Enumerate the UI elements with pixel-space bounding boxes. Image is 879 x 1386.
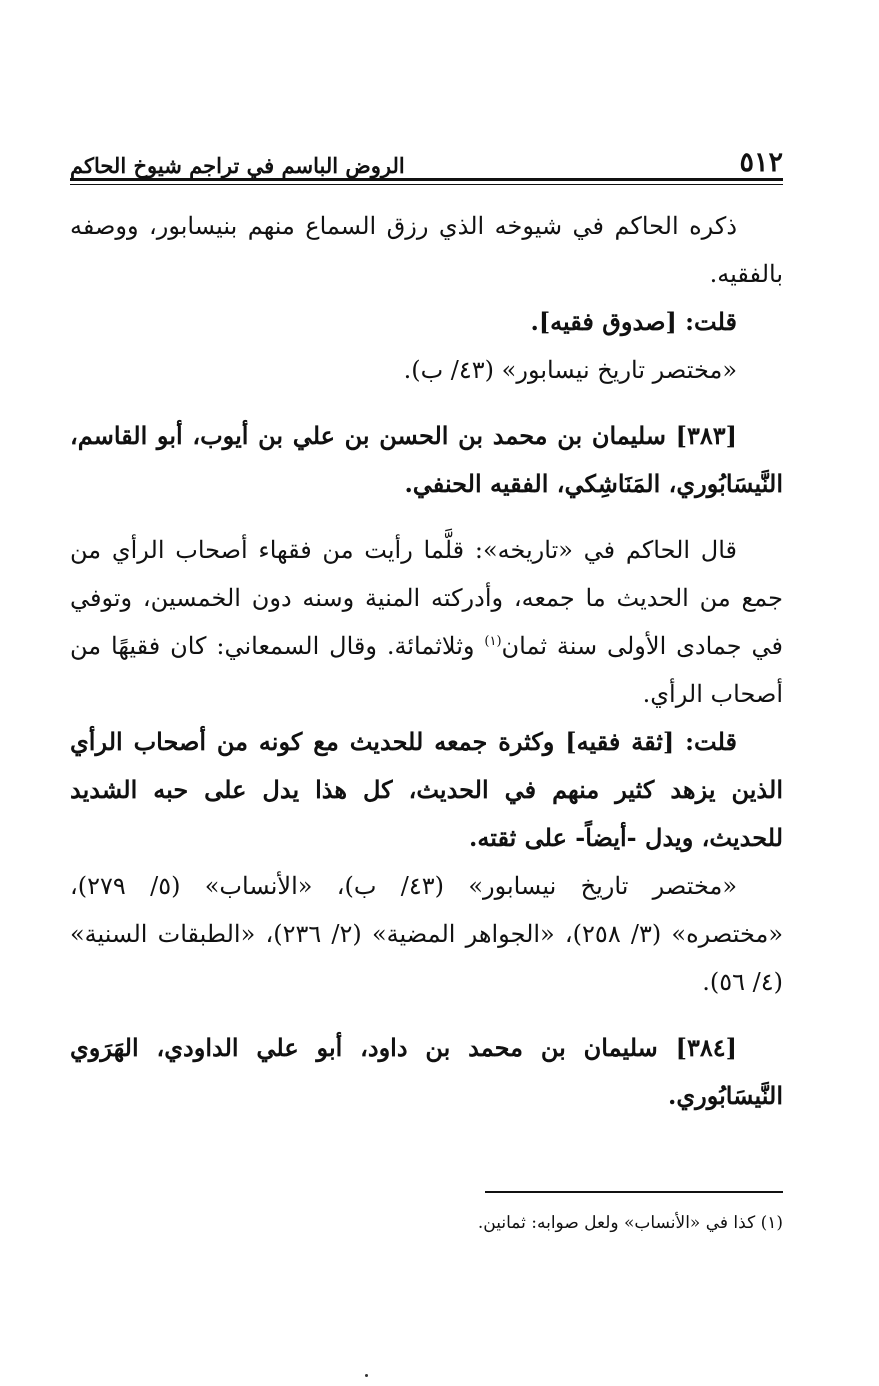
body-text [70,202,783,1120]
book-page [70,0,783,1386]
source-citations-2: «مختصر تاريخ نيسابور» (٤٣/ ب)، «الأنساب» (٥/ ٢٧٩)، «مختصره» (٣/ ٢٥٨)، «الجواهر المضية» (٢/ ٢٣٦)، «الطبقات السنية» (٤/ ٥٦). [70,872,784,996]
verdict-sadouq: قلت: [صدوق فقيه]. [530,307,737,336]
running-title: الروض الباسم في تراجم شيوخ الحاكم [70,153,405,178]
page-header [70,136,783,176]
header-rule-thin [70,184,783,185]
entry-384-heading: [٣٨٤] سليمان بن محمد بن داود، أبو علي الداودي، الهَرَوي النَّيسَابُوري. [70,1033,783,1110]
print-speck [365,1374,368,1377]
footnote: (١) كذا في «الأنساب» ولعل صوابه: ثمانين. [477,1213,783,1233]
paragraph-hakim-tarikh-rest: وثلاثمائة. وقال السمعاني: كان فقيهًا من أصحاب الرأي. [70,632,783,708]
footnote-separator [485,1191,783,1193]
footnote-reference: (١) [484,634,502,649]
paragraph-hakim-mention: ذكره الحاكم في شيوخه الذي رزق السماع منهم بنيسابور، ووصفه بالفقيه. [70,212,783,288]
header-rule-thick [70,178,783,181]
entry-383-heading: [٣٨٣] سليمان بن محمد بن الحسن بن علي بن أيوب، أبو القاسم، النَّيسَابُوري، المَنَاشِكي، الفقيه الحنفي. [70,421,783,498]
paragraph-hakim-tarikh [70,526,783,718]
paragraph-hakim-tarikh-text: قال الحاكم في «تاريخه»: قلَّما رأيت من فقهاء أصحاب الرأي من جمع من الحديث ما جمعه، وأدركته المنية وسنه دون الخمسين، وتوفي في جمادى الأولى سنة ثمان [70,536,783,660]
source-citation-1: «مختصر تاريخ نيسابور» (٤٣/ ب). [403,356,737,384]
page-number: ٥١٢ [739,147,783,178]
verdict-thiqa: قلت: [ثقة فقيه] وكثرة جمعه للحديث مع كونه من أصحاب الرأي الذين يزهد كثير منهم في الحديث، كل هذا يدل على حبه الشديد للحديث، ويدل -أيضاً- على ثقته. [70,727,783,852]
